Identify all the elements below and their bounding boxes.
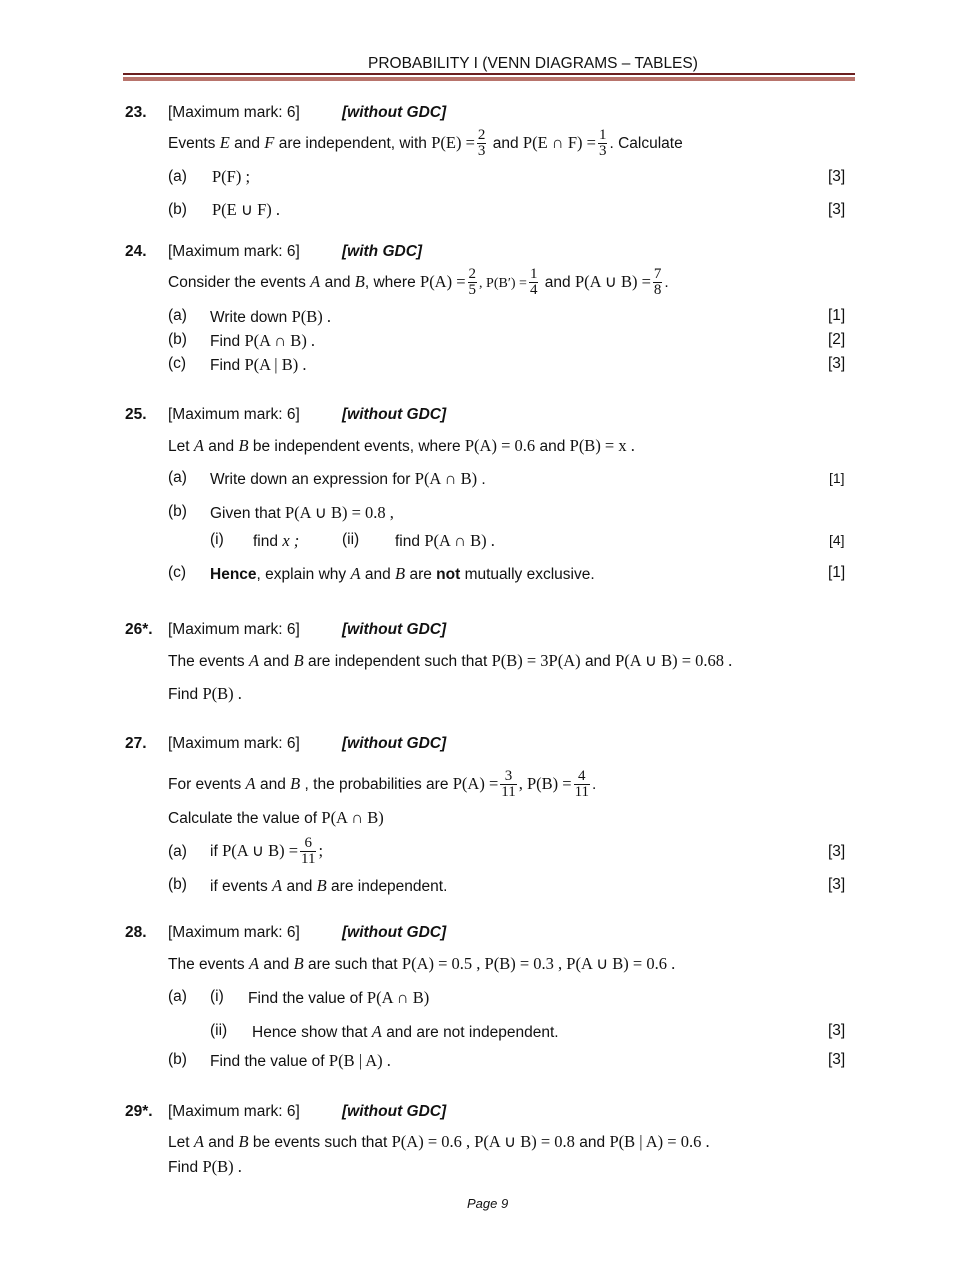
gdc-note: [without GDC] — [342, 924, 447, 941]
part-marks: [2] — [828, 331, 846, 348]
part-marks: [3] — [828, 843, 846, 860]
part-label: (a) — [168, 469, 187, 486]
fraction: $\frac{2}{3}$ — [477, 127, 486, 160]
max-mark: [Maximum mark: 6] — [168, 104, 300, 121]
question-number: 24. — [125, 243, 147, 260]
page-number: Page 9 — [467, 1196, 509, 1211]
gdc-note: [without GDC] — [342, 104, 447, 121]
part-text: if events A and B are independent. — [210, 876, 448, 895]
part-marks: [3] — [828, 876, 846, 893]
part-marks: [3] — [828, 201, 846, 218]
max-mark: [Maximum mark: 6] — [168, 924, 300, 941]
fraction: $\frac{7}{8}$ — [653, 266, 662, 299]
gdc-note: [without GDC] — [342, 621, 447, 638]
max-mark: [Maximum mark: 6] — [168, 243, 300, 260]
question-stem: The events A and B are independent such that P(B) = 3P(A) and P(A ∪ B) = 0.68 . — [168, 651, 733, 670]
part-marks: [4] — [829, 532, 845, 548]
question-stem: Consider the events A and B, where P(A) = $\frac{2}{5}$ , P(B′) = $\frac{1}{4}$ and P(A ∪ B) = $\frac{7}{8}$ . — [168, 266, 669, 299]
question-stem: The events A and B are such that P(A) = 0.5 , P(B) = 0.3 , P(A ∪ B) = 0.6 . — [168, 954, 676, 973]
part-expression: P(E ∪ F) . — [212, 200, 280, 219]
part-label: (b) — [168, 201, 187, 218]
subpart-label: (i) — [210, 531, 224, 548]
part-marks: [1] — [828, 307, 846, 324]
subpart-text: find P(A ∩ B) . — [395, 531, 495, 550]
part-marks: [3] — [828, 1051, 846, 1068]
fraction: $\frac{4}{11}$ — [574, 768, 590, 801]
gdc-note: [without GDC] — [342, 1103, 447, 1120]
part-text: Find the value of P(B | A) . — [210, 1051, 391, 1070]
part-label: (b) — [168, 876, 187, 893]
fraction: $\frac{2}{5}$ — [468, 266, 477, 299]
question-stem: Let A and B be events such that P(A) = 0.6 , P(A ∪ B) = 0.8 and P(B | A) = 0.6 . — [168, 1132, 710, 1151]
part-text: Find P(A ∩ B) . — [210, 331, 316, 350]
part-label: (a) — [168, 307, 187, 324]
gdc-note: [without GDC] — [342, 406, 447, 423]
part-label: (a) — [168, 988, 187, 1005]
part-label: (b) — [168, 1051, 187, 1068]
max-mark: [Maximum mark: 6] — [168, 621, 300, 638]
subpart-text: Find the value of P(A ∩ B) — [248, 988, 430, 1007]
fraction: $\frac{1}{3}$ — [598, 127, 607, 160]
part-text: Write down an expression for P(A ∩ B) . — [210, 469, 486, 488]
question-stem: Events E and F are independent, with P(E) = $\frac{2}{3}$ and P(E ∩ F) = $\frac{1}{3}$ . Calculate — [168, 127, 683, 160]
fraction: $\frac{6}{11}$ — [301, 835, 316, 868]
question-stem: Let A and B be independent events, where P(A) = 0.6 and P(B) = x . — [168, 436, 635, 455]
page-header-title: PROBABILITY I (VENN DIAGRAMS – TABLES) — [368, 55, 698, 72]
part-text: Given that P(A ∪ B) = 0.8 , — [210, 503, 394, 522]
header-rule-shadow — [123, 77, 855, 81]
part-marks: [3] — [828, 168, 846, 185]
part-text: Hence, explain why A and B are not mutually exclusive. — [210, 564, 595, 583]
fraction: $\frac{3}{11}$ — [501, 768, 516, 801]
subpart-label: (ii) — [210, 1022, 228, 1039]
gdc-note: [with GDC] — [342, 243, 423, 260]
question-number: 28. — [125, 924, 147, 941]
part-text: Write down P(B) . — [210, 307, 331, 326]
part-label: (a) — [168, 843, 187, 860]
part-text: Find P(A | B) . — [210, 355, 307, 374]
question-number: 27. — [125, 735, 147, 752]
max-mark: [Maximum mark: 6] — [168, 1103, 300, 1120]
subpart-label: (i) — [210, 988, 224, 1005]
question-task: Find P(B) . — [168, 684, 242, 703]
part-marks: [3] — [828, 1022, 846, 1039]
part-marks: [1] — [828, 564, 846, 581]
question-stem: For events A and B , the probabilities are P(A) = $\frac{3}{11}$ , P(B) = $\frac{4}{11}$ . — [168, 768, 597, 801]
max-mark: [Maximum mark: 6] — [168, 735, 300, 752]
part-expression: P(F) ; — [212, 167, 251, 186]
question-number: 29*. — [125, 1103, 153, 1120]
part-marks: [1] — [829, 470, 845, 486]
header-rule — [123, 73, 855, 75]
question-number: 23. — [125, 104, 147, 121]
subpart-text: find x ; — [253, 531, 300, 550]
part-text: if P(A ∪ B) = $\frac{6}{11}$ ; — [210, 835, 324, 868]
part-label: (c) — [168, 355, 187, 372]
fraction: $\frac{1}{4}$ — [529, 266, 538, 299]
part-label: (a) — [168, 168, 187, 185]
part-label: (b) — [168, 331, 187, 348]
question-number: 26*. — [125, 621, 153, 638]
part-label: (b) — [168, 503, 187, 520]
question-number: 25. — [125, 406, 147, 423]
max-mark: [Maximum mark: 6] — [168, 406, 300, 423]
subpart-text: Hence show that A and are not independent. — [252, 1022, 559, 1041]
question-task: Find P(B) . — [168, 1157, 242, 1176]
subpart-label: (ii) — [342, 531, 360, 548]
gdc-note: [without GDC] — [342, 735, 447, 752]
question-task: Calculate the value of P(A ∩ B) — [168, 808, 384, 827]
part-label: (c) — [168, 564, 187, 581]
part-marks: [3] — [828, 355, 846, 372]
